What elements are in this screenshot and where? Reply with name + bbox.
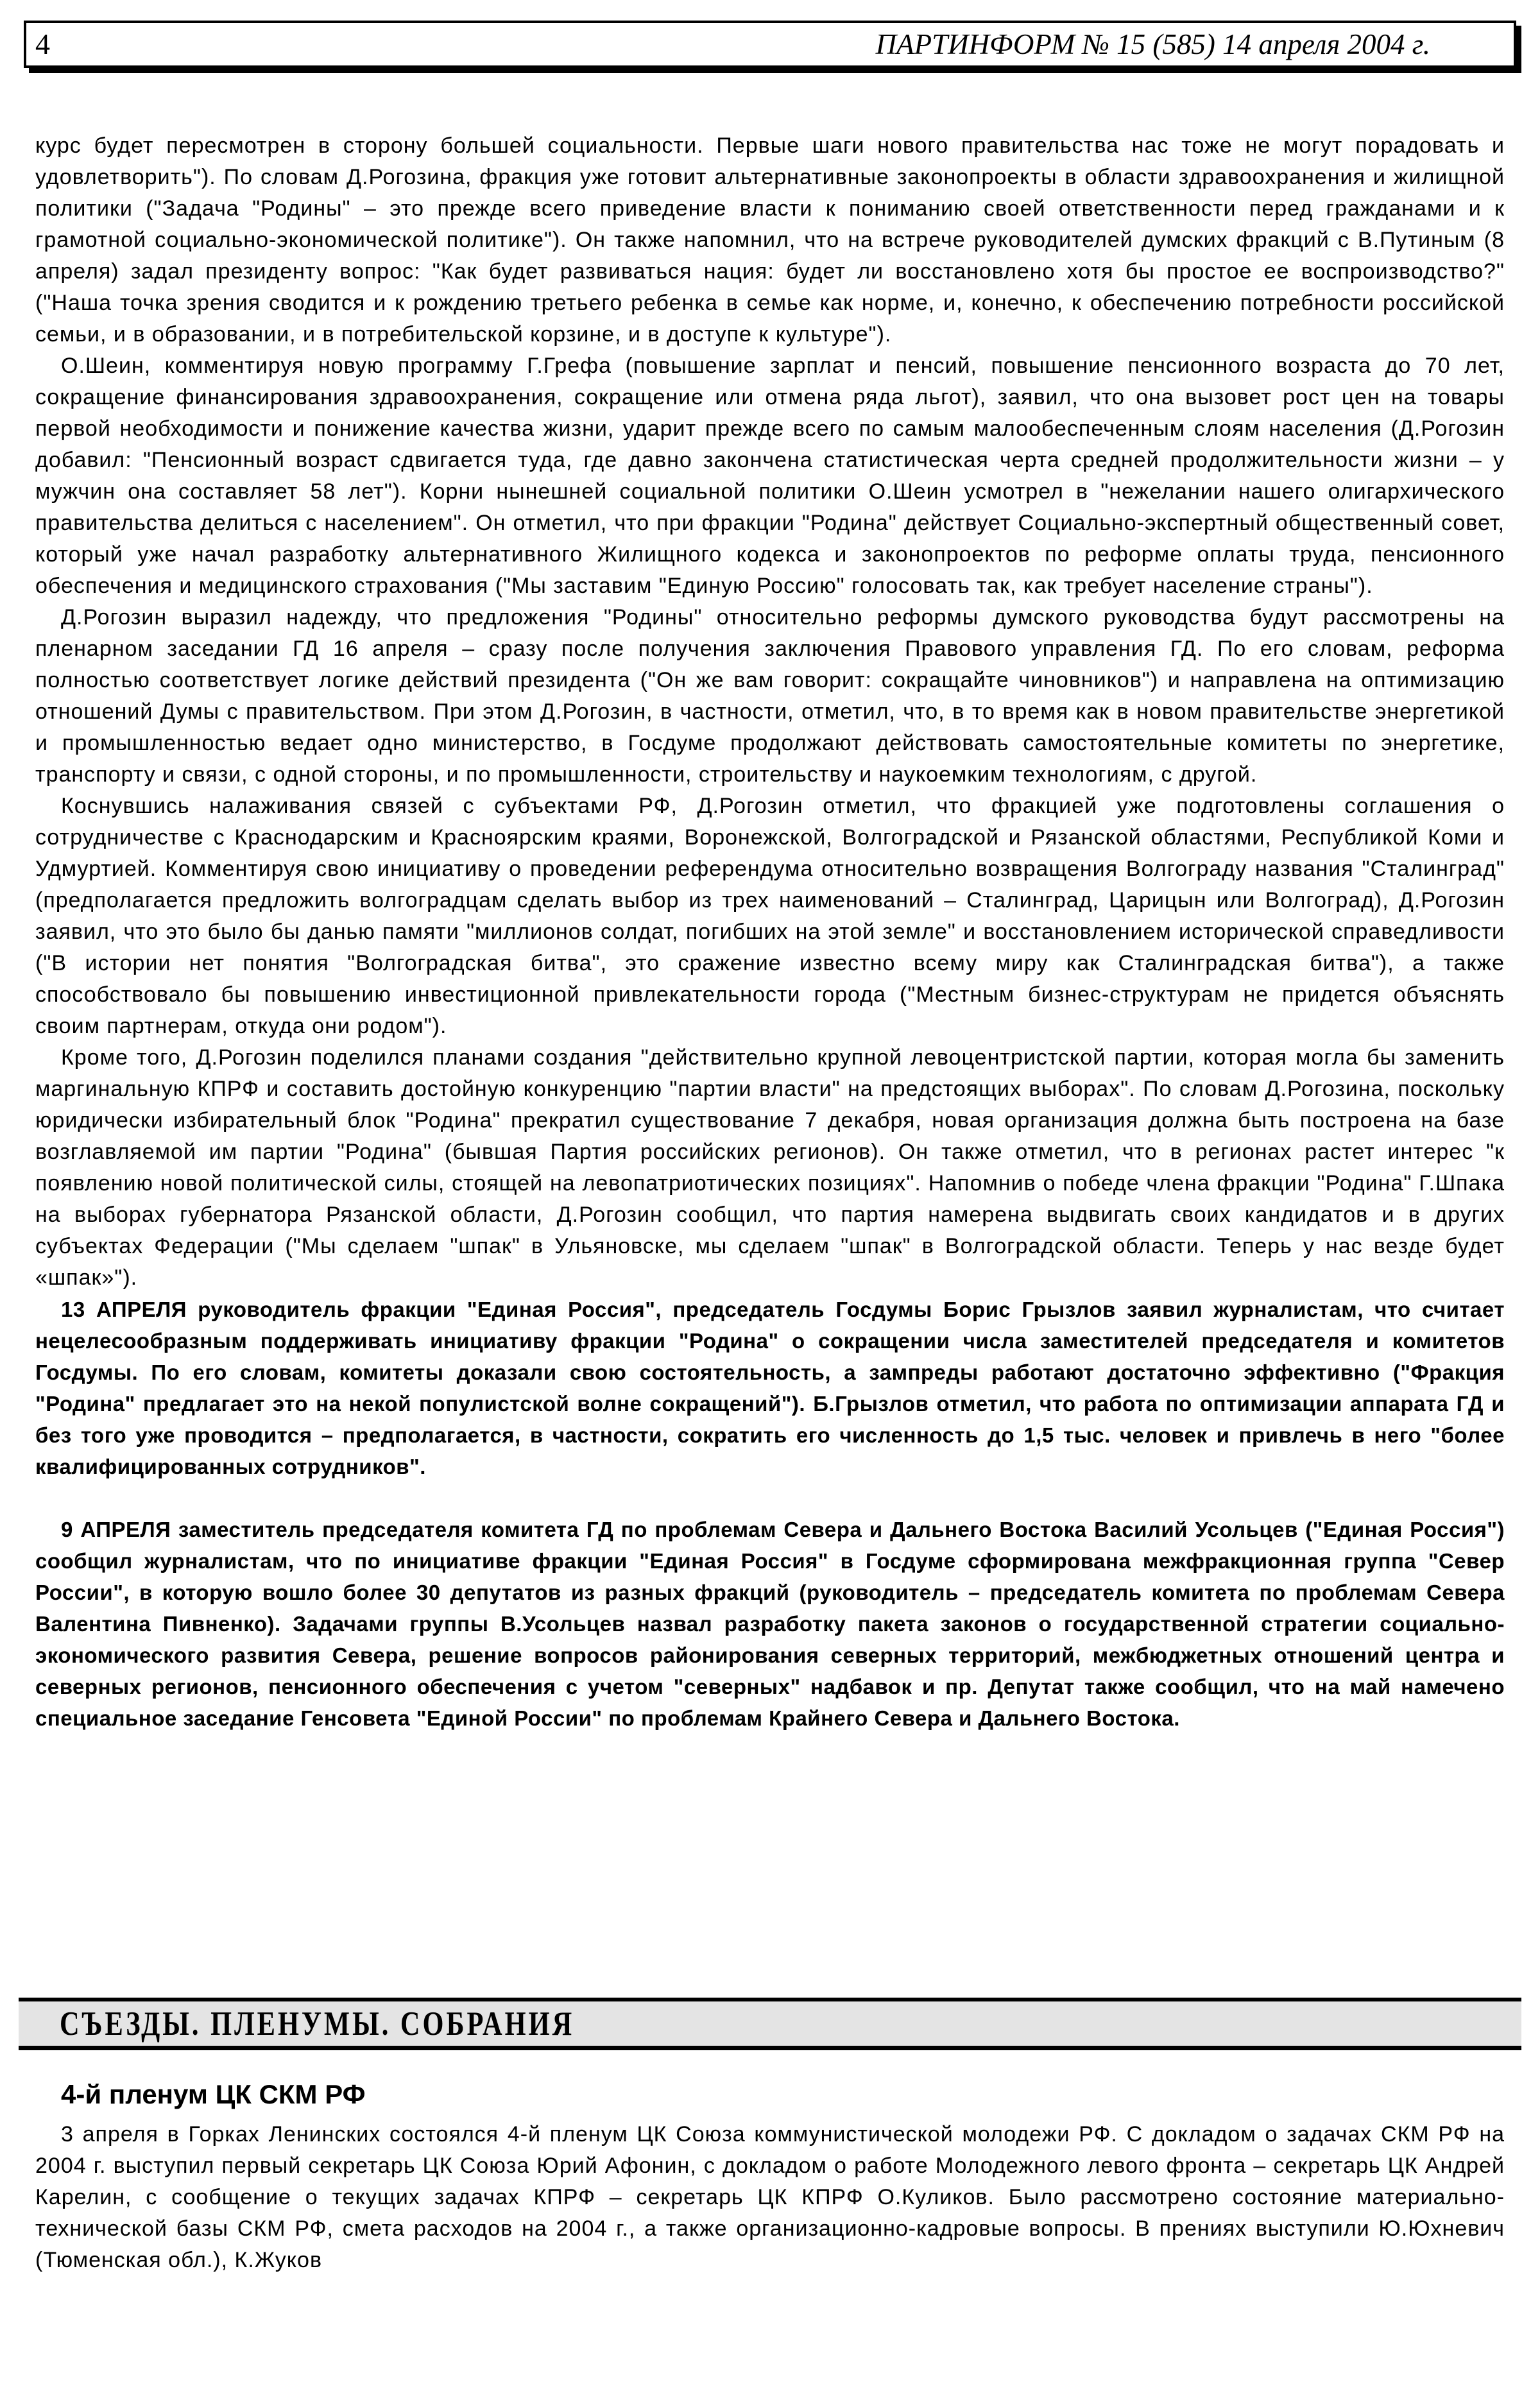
plenum-heading: 4-й пленум ЦК СКМ РФ bbox=[61, 2079, 366, 2109]
article-paragraph-bold: 9 АПРЕЛЯ заместитель председателя комитета ГД по проблемам Севера и Дальнего Востока Василий Усольцев ("Единая Россия") сообщил журналистам, что по инициативе фракции "Единая Россия" в Госдуме сформирована межфракционная группа "Север России", в которую вошло более 30 депутатов из разных фракций (руководитель – председатель комитета по проблемам Севера Валентина Пивненко). Задачами группы В.Усольцев назвал разработку пакета законов о государственной стратегии социально-экономического развития Севера, решение вопросов районирования северных территорий, межбюджетных отношений центра и северных регионов, пенсионного обеспечения с учетом "северных" надбавок и пр. Депутат также сообщил, что на май намечено специальное заседание Генсовета "Единой России" по проблемам Крайнего Севера и Дальнего Востока. bbox=[35, 1518, 1505, 1730]
plenum-section bbox=[35, 2079, 1505, 2276]
article-paragraph: Д.Рогозин выразил надежду, что предложения "Родины" относительно реформы думского руководства будут рассмотрены на пленарном заседании ГД 16 апреля – сразу после получения заключения Правового управления ГД. По его словам, реформа полностью соответствует логике действий президента ("Он же вам говорит: сокращайте чиновников") и направлена на оптимизацию отношений Думы с правительством. При этом Д.Рогозин, в частности, отметил, что, в то время как в новом правительстве энергетикой и промышленностью ведает одно министерство, в Госдуме продолжают действовать самостоятельные комитеты по энергетике, транспорту и связи, с одной стороны, и по промышленности, строительству и наукоемким технологиям, с другой. bbox=[35, 605, 1505, 787]
article-paragraph-bold: 13 АПРЕЛЯ руководитель фракции "Единая Россия", председатель Госдумы Борис Грызлов заявил журналистам, что считает нецелесообразным поддерживать инициативу фракции "Родина" о сокращении числа заместителей председателя и комитетов Госдумы. По его словам, комитеты доказали свою состоятельность, а зампреды работают достаточно эффективно ("Фракция "Родина" предлагает это на некой популистской волне сокращений"). Б.Грызлов отметил, что работа по оптимизации аппарата ГД и без того уже проводится – предполагается, в частности, сократить его численность до 1,5 тыс. человек и привлечь в него "более квалифицированных сотрудников". bbox=[35, 1298, 1505, 1478]
plenum-paragraph: 3 апреля в Горках Ленинских состоялся 4-й пленум ЦК Союза коммунистической молодежи РФ. С докладом о задачах СКМ РФ на 2004 г. выступил первый секретарь ЦК Союза Юрий Афонин, с докладом о работе Молодежного левого фронта – секретарь ЦК Андрей Карелин, с сообщение о текущих задачах КПРФ – секретарь ЦК КПРФ О.Куликов. Было рассмотрено состояние материально-технической базы СКМ РФ, смета расходов на 2004 г., а также организационно-кадровые вопросы. В прениях выступили Ю.Юхневич (Тюменская обл.), К.Жуков bbox=[35, 2122, 1505, 2272]
issue-title: ПАРТИНФОРМ № 15 (585) 14 апреля 2004 г. bbox=[875, 28, 1430, 60]
article-paragraph: Кроме того, Д.Рогозин поделился планами создания "действительно крупной левоцентристской партии, которая могла бы заменить маргинальную КПРФ и составить достойную конкуренцию "партии власти" на предстоящих выборах". По словам Д.Рогозина, поскольку юридически избирательный блок "Родина" прекратил существование 7 декабря, новая организация должна быть построена на базе возглавляемой им партии "Родина" (бывшая Партия российских регионов). Он также отметил, что в регионах растет интерес "к появлению новой политической силы, стоящей на левопатриотических позициях". Напомнив о победе члена фракции "Родина" Г.Шпака на выборах губернатора Рязанской области, Д.Рогозин сообщил, что партия намерена выдвигать своих кандидатов и в других субъектах Федерации ("Мы сделаем "шпак" в Ульяновске, мы сделаем "шпак" в Волгоградской области. Теперь у нас везде будет «шпак»"). bbox=[35, 1045, 1505, 1290]
article-body bbox=[35, 130, 1505, 1734]
page-header-box bbox=[24, 21, 1516, 68]
article-paragraph: О.Шеин, комментируя новую программу Г.Грефа (повышение зарплат и пенсий, повышение пенсионного возраста до 70 лет, сокращение финансирования здравоохранения, сокращение или отмена ряда льгот), заявил, что она вызовет рост цен на товары первой необходимости и понижение качества жизни, ударит прежде всего по самым малообеспеченным слоям населения (Д.Рогозин добавил: "Пенсионный возраст сдвигается туда, где давно закончена статистическая черта средней продолжительности жизни – у мужчин она составляет 58 лет"). Корни нынешней социальной политики О.Шеин усмотрел в "нежелании нашего олигархического правительства делиться с населением". Он отметил, что при фракции "Родина" действует Социально-экспертный общественный совет, который уже начал разработку альтернативного Жилищного кодекса и законопроектов по реформе оплаты труда, пенсионного обеспечения и медицинского страхования ("Мы заставим "Единую Россию" голосовать так, как требует население страны"). bbox=[35, 354, 1505, 598]
page-number: 4 bbox=[35, 28, 50, 60]
section-title: СЪЕЗДЫ. ПЛЕНУМЫ. СОБРАНИЯ bbox=[60, 2005, 575, 2043]
section-header-bar bbox=[19, 1998, 1521, 2050]
article-paragraph: курс будет пересмотрен в сторону большей социальности. Первые шаги нового правительства нас тоже не могут порадовать и удовлетворить"). По словам Д.Рогозина, фракция уже готовит альтернативные законопроекты в области здравоохранения и жилищной политики ("Задача "Родины" – это прежде всего приведение власти к пониманию своей ответственности перед гражданами и к грамотной социально-экономической политике"). Он также напомнил, что на встрече руководителей думских фракций с В.Путиным (8 апреля) задал президенту вопрос: "Как будет развиваться нация: будет ли восстановлено хотя бы простое ее воспроизводство?" ("Наша точка зрения сводится и к рождению третьего ребенка в семье как норме, и, конечно, к обеспечению потребности российской семьи, и в образовании, и в потребительской корзине, и в доступе к культуре"). bbox=[35, 133, 1505, 347]
article-paragraph: Коснувшись налаживания связей с субъектами РФ, Д.Рогозин отметил, что фракцией уже подготовлены соглашения о сотрудничестве с Краснодарским и Красноярским краями, Воронежской, Волгоградской и Рязанской областями, Республикой Коми и Удмуртией. Комментируя свою инициативу о проведении референдума относительно возвращения Волгограду названия "Сталинград" (предполагается предложить волгоградцам сделать выбор из трех наименований – Сталинград, Царицын или Волгоград), Д.Рогозин заявил, что это было бы данью памяти "миллионов солдат, погибших на этой земле" и восстановлением исторической справедливости ("В истории нет понятия "Волгоградская битва", это сражение известно всему миру как Сталинградская битва"), а также способствовало бы повышению инвестиционной привлекательности города ("Местным бизнес-структурам не придется объяснять своим партнерам, откуда они родом"). bbox=[35, 794, 1505, 1038]
